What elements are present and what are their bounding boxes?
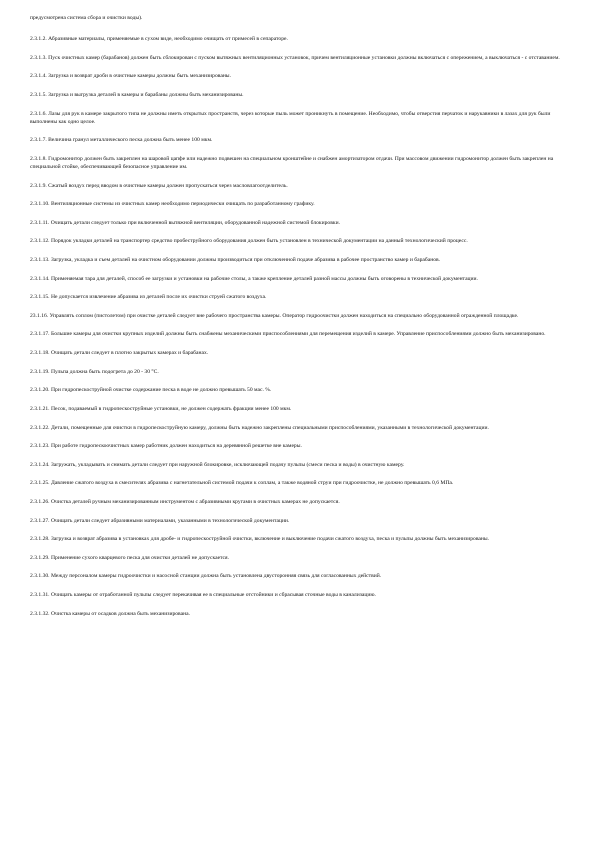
clause-2-3-1-30: 2.3.1.30. Между персоналом камеры гидроочистки и насосной станции должна быть установлена двусторонняя связь для согласованных действий. xyxy=(30,573,382,580)
clause-2-3-1-13: 2.3.1.13. Загрузка, укладка и съем деталей на очистном оборудовании должны производиться при отключенной подаче абразива в рабочее пространство камер и барабанов. xyxy=(30,257,441,264)
clause-2-3-1-10: 2.3.1.10. Вентиляционные системы из очистных камер необходимо периодически очищать по разработанному графику. xyxy=(30,201,315,208)
clause-2-3-1-24: 2.3.1.24. Загружать, укладывать и снимать детали следует при наружной блокировке, исключающей подачу пульпы (смеси песка и воды) в очистную камеру. xyxy=(30,461,405,468)
document-page xyxy=(30,14,565,628)
clause-2-3-1-14: 2.3.1.14. Применяемая тара для деталей, способ ее загрузки и установки на рабочие столы, а также крепление деталей разной массы должны быть оговорены в технической документации. xyxy=(30,275,478,282)
clause-2-3-1-18: 2.3.1.18. Очищать детали следует в плотно закрытых камерах и барабанах. xyxy=(30,350,209,357)
clause-2-3-1-25: 2.3.1.25. Давление сжатого воздуха в смесителях абразива с нагнетательной системой подачи к соплам, а также водяной струи при гидроочистке, не должно превышать 0,6 МПа. xyxy=(30,480,454,487)
clause-2-3-1-15: 2.3.1.15. Не допускается извлечение абразива из деталей после их очистки струей сжатого воздуха. xyxy=(30,294,267,301)
clause-2-3-1-17: 2.3.1.17. Большие камеры для очистки крупных изделий должны быть снабжены механическими приспособлениями для перемещения изделий в камере. Управление приспособлениями должно быть механизировано. xyxy=(30,331,546,338)
clause-2-3-1-4: 2.3.1.4. Загрузка и возврат дроби в очистные камеры должны быть механизированы. xyxy=(30,73,231,80)
clause-2-3-1-11: 2.3.1.11. Очищать детали следует только при включенной вытяжной вентиляции, оборудованной надежной системой блокировки. xyxy=(30,219,340,226)
clause-2-3-1-2: 2.3.1.2. Абразивные материалы, применяемые в сухом виде, необходимо очищать от примесей в сепараторе. xyxy=(30,36,288,43)
clause-2-3-1-21: 2.3.1.21. Песок, подаваемый в гидропескоструйные установки, не должен содержать фракции менее 100 мкм. xyxy=(30,405,292,412)
clause-2-3-1-20: 2.3.1.20. При гидропескоструйной очистке содержание песка в воде не должно превышать 50 мас. %. xyxy=(30,387,272,394)
paragraph-intro: предусмотрена система сбора и очистки воды). xyxy=(30,15,143,21)
clause-2-3-1-23: 2.3.1.23. При работе гидропескоочистных камер работник должен находиться на деревянной решетке вне камеры. xyxy=(30,443,302,450)
clause-2-3-1-8: 2.3.1.8. Гидромонитор должен быть закреплен на шаровой цапфе или надежно подвешен на специальном кронштейне и снабжен амортизатором отдачи. При массовом движении гидромонитор должен быть закреплен на специальной стойке, обеспечивающей безопасное управление им. xyxy=(30,155,554,170)
clause-2-3-1-29: 2.3.1.29. Применение сухого кварцевого песка для очистки деталей не допускается. xyxy=(30,554,230,561)
clause-2-3-1-22: 2.3.1.22. Детали, помещенные для очистки в гидропескоструйную камеру, должны быть надежно закреплены специальными приспособлениями, указанными в технологической документации. xyxy=(30,424,489,431)
clause-2-3-1-7: 2.3.1.7. Величина гранул металлического песка должна быть менее 100 мкм. xyxy=(30,137,213,144)
clause-2-3-1-28: 2.3.1.28. Загрузка и возврат абразива в установках для дробе- и гидропескоструйной очистки, включение и выключение подачи сжатого воздуха, песка и пульпы должны быть механизированы. xyxy=(30,536,490,543)
clause-2-3-1-26: 2.3.1.26. Очистка деталей ручным механизированным инструментом с абразивными кругами в очистных камерах не допускается. xyxy=(30,498,340,505)
clause-2-3-1-32: 2.3.1.32. Очистка камеры от осадков должна быть механизирована. xyxy=(30,610,190,617)
clause-2-3-1-31: 2.3.1.31. Очищать камеры от отработанной пульпы следует перекачивая ее в специальные отстойники и сбрасывая сточные воды в канализацию. xyxy=(30,592,376,598)
clause-2-3-1-6: 2.3.1.6. Лазы для рук в камере закрытого типа не должны иметь открытых пространств, через которые пыль может проникнуть в помещение. Необходимо, чтобы отверстия перчаток и нарукавники в лазах для рук были выполнены как одно целое. xyxy=(30,110,551,125)
clause-2-3-1-3: 2.3.1.3. Пуск очистных камер (барабанов) должен быть сблокирован с пуском вытяжных вентиляционных установок, причем вентиляционные установки должны включаться с опережением, а выключаться - с отставанием. xyxy=(30,54,560,61)
clause-2-3-1-16: 23.1.16. Управлять соплом (пистолетом) при очистке деталей следует вне рабочего пространства камеры. Оператор гидроочистки должен находиться на специально оборудованной огражденной площадке. xyxy=(30,312,519,319)
clause-2-3-1-12: 2.3.1.12. Порядок укладки деталей на транспортер средство пробеструйного оборудования должен быть установлен в технической документации на данный технологический процесс. xyxy=(30,238,468,245)
clause-2-3-1-27: 2.3.1.27. Очищать детали следует абразивными материалами, указанными в технологической документации. xyxy=(30,517,290,524)
clause-2-3-1-19: 2.3.1.19. Пульпа должна быть подогрета до 20 - 30 °С. xyxy=(30,368,159,375)
clause-2-3-1-9: 2.3.1.9. Сжатый воздух перед вводом в очистные камеры должен пропускаться через масловлагоотделитель. xyxy=(30,182,288,189)
clause-2-3-1-5: 2.3.1.5. Загрузка и выгрузка деталей в камеры и барабаны должны быть механизированы. xyxy=(30,91,244,98)
